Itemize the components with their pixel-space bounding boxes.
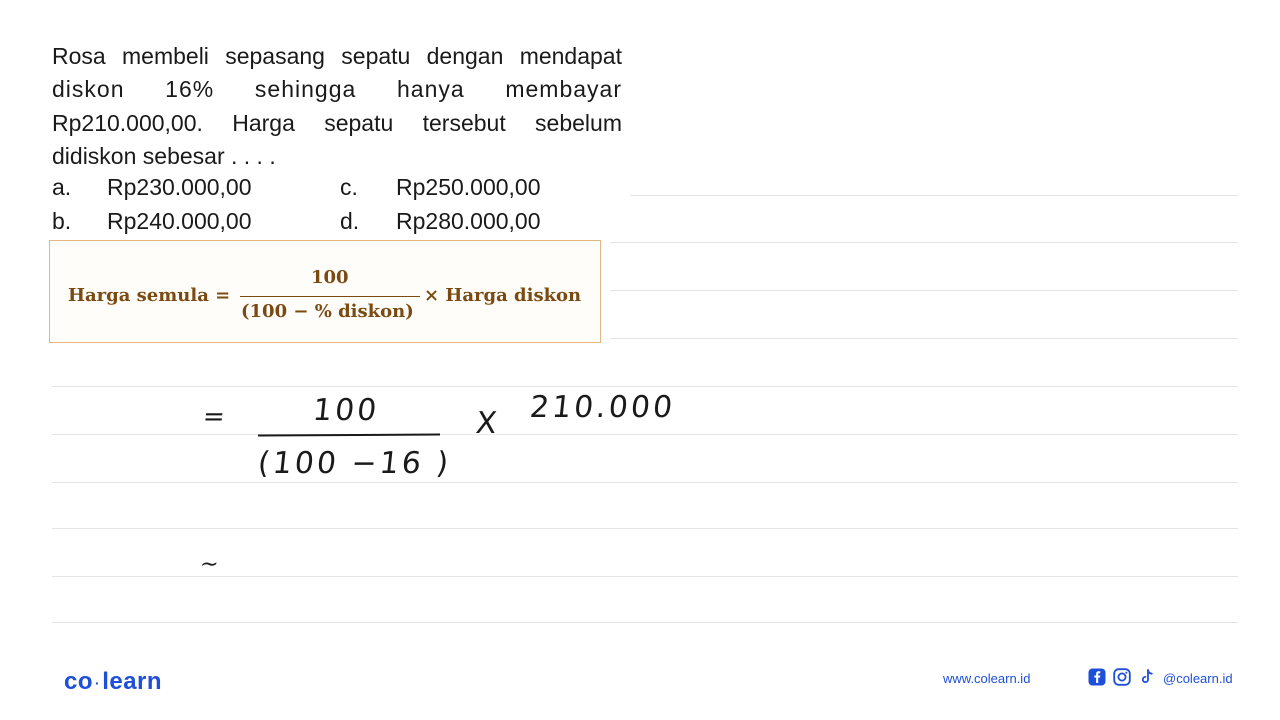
- option-letter: c.: [340, 174, 358, 200]
- colearn-logo[interactable]: [64, 668, 162, 696]
- rule-line: [52, 622, 1238, 623]
- social-handle[interactable]: @colearn.id: [1163, 671, 1233, 686]
- rule-line: [52, 576, 1238, 577]
- formula-rhs: × Harga diskon: [424, 285, 582, 306]
- hand-numerator: 100: [311, 393, 382, 428]
- rule-line: [630, 195, 1238, 196]
- rule-line: [52, 482, 1238, 483]
- hand-value: 210.000: [528, 390, 677, 425]
- question-line-3: Rp210.000,00. Harga sepatu tersebut sebelum: [52, 110, 622, 136]
- rule-line: [610, 242, 1238, 243]
- rule-line: [52, 386, 1238, 387]
- logo-right: learn: [102, 668, 163, 695]
- option-letter: d.: [340, 208, 360, 234]
- option-text: Rp250.000,00: [396, 174, 541, 200]
- hand-next-equals: ~: [198, 552, 223, 577]
- formula-numerator: 100: [311, 267, 349, 288]
- option-text: Rp280.000,00: [396, 208, 541, 234]
- fraction-bar: [240, 296, 420, 297]
- formula-denominator: (100 − % diskon): [241, 301, 414, 322]
- rule-line: [610, 338, 1238, 339]
- option-text: Rp240.000,00: [107, 208, 252, 234]
- question-line-1: Rosa membeli sepasang sepatu dengan mendapat: [52, 43, 622, 69]
- website-link[interactable]: www.colearn.id: [943, 671, 1031, 686]
- logo-left: co: [64, 668, 94, 695]
- rule-line: [52, 528, 1238, 529]
- formula-box: [49, 240, 601, 343]
- hand-fraction-bar: [258, 434, 440, 437]
- option-text: Rp230.000,00: [107, 174, 252, 200]
- option-letter: b.: [52, 208, 72, 234]
- question-line-2: diskon 16% sehingga hanya membayar: [52, 76, 622, 102]
- logo-dot: ·: [95, 674, 101, 691]
- rule-line: [52, 434, 1238, 435]
- option-letter: a.: [52, 174, 72, 200]
- hand-denominator: (100 −16 ): [256, 446, 453, 481]
- hand-times: X: [474, 406, 499, 441]
- tiktok-icon[interactable]: [1138, 668, 1156, 686]
- question-line-4: didiskon sebesar . . . .: [52, 143, 276, 169]
- hand-equals: =: [201, 402, 230, 432]
- formula-lhs: Harga semula =: [68, 285, 231, 306]
- instagram-icon[interactable]: [1113, 668, 1131, 686]
- rule-line: [610, 290, 1238, 291]
- facebook-icon[interactable]: [1088, 668, 1106, 686]
